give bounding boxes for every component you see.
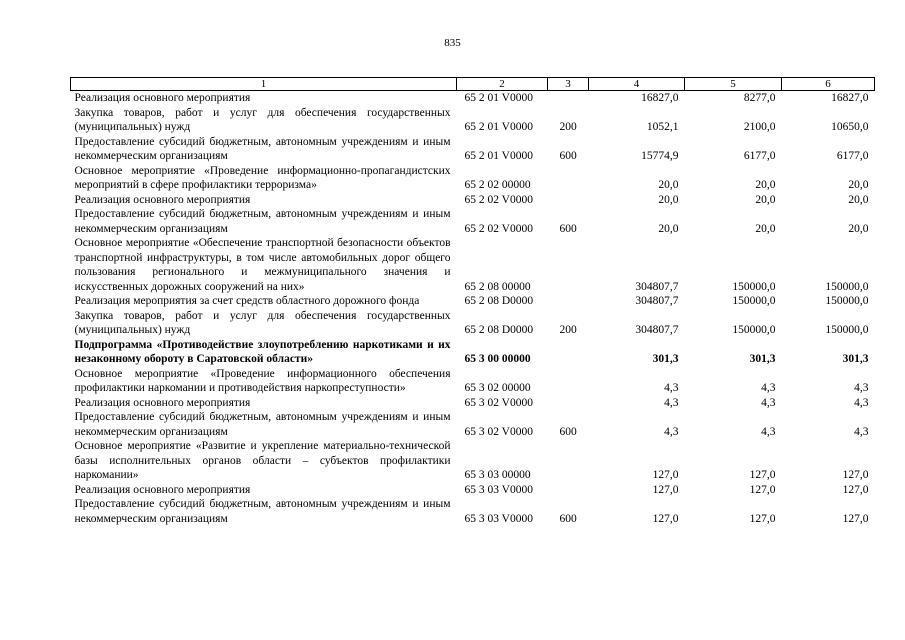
row-value-col5: 8277,0 [743,92,776,104]
row-value-col5: 2100,0 [743,121,776,133]
row-value-col6: 127,0 [842,512,869,525]
row-value-col5: 4,3 [761,382,776,394]
row-expense-type [548,236,589,294]
row-value-col5: 20,0 [755,222,776,235]
row-value-col4: 4,3 [664,425,679,438]
column-number-row [71,78,875,91]
row-value-col6: 20,0 [848,222,869,235]
row-value-col4: 20,0 [658,193,679,206]
row-name: Предоставление субсидий бюджетным, автономным учреждениям и иным некоммерческим организациям [74,411,451,438]
row-value-col4: 20,0 [658,222,679,235]
row-value-col5: 150000,0 [732,295,776,307]
row-code: 65 2 02 00000 [464,179,531,191]
row-value-col4: 20,0 [658,179,679,191]
row-code: 65 2 02 V0000 [464,193,533,206]
row-value-col5: 20,0 [755,193,776,206]
row-expense-type [548,91,589,106]
row-expense-type: 200 [559,324,577,336]
row-code: 65 3 00 00000 [464,353,531,365]
row-name: Предоставление субсидий бюджетным, автономным учреждениям и иным некоммерческим организациям [74,135,451,162]
row-value-col5: 301,3 [749,353,776,365]
table-row [71,193,875,208]
column-header-5: 5 [685,78,782,91]
row-value-col4: 16827,0 [641,92,679,104]
row-value-col6: 301,3 [842,353,869,365]
row-expense-type [548,483,589,498]
table-row [71,164,875,193]
table-row [71,236,875,294]
table-row [71,497,875,526]
row-expense-type [548,338,589,367]
column-header-4: 4 [589,78,685,91]
row-name: Подпрограмма «Противодействие злоупотреблению наркотиками и их незаконному обороту в Саратовской области» [74,338,451,365]
row-expense-type: 600 [559,222,577,235]
row-value-col4: 15774,9 [641,150,679,162]
table-row [71,294,875,309]
row-value-col4: 304807,7 [635,295,679,307]
row-name: Предоставление субсидий бюджетным, автономным учреждениям и иным некоммерческим организациям [74,208,451,235]
row-value-col5: 127,0 [749,469,776,481]
row-value-col4: 127,0 [652,483,679,496]
row-value-col6: 4,3 [854,382,869,394]
row-value-col6: 20,0 [848,179,869,191]
row-code: 65 2 08 D0000 [464,324,534,336]
row-expense-type: 600 [559,512,577,525]
row-name: Закупка товаров, работ и услуг для обеспечения государственных (муниципальных) нужд [74,309,451,336]
budget-table [70,77,875,526]
row-name: Реализация мероприятия за счет средств областного дорожного фонда [74,295,420,307]
row-code: 65 3 03 00000 [464,469,531,481]
row-code: 65 2 01 V0000 [464,92,533,104]
row-name: Основное мероприятие «Проведение информационного обеспечения профилактики наркомании и противодействия наркопреступности» [74,367,451,394]
row-code: 65 2 08 D0000 [464,295,534,307]
table-row [71,396,875,411]
row-value-col6: 10650,0 [831,121,869,133]
table-row [71,309,875,338]
row-value-col6: 150000,0 [825,295,869,307]
row-value-col4: 4,3 [664,382,679,394]
row-code: 65 3 02 V0000 [464,425,533,438]
row-code: 65 2 01 V0000 [464,150,533,162]
row-code: 65 2 02 V0000 [464,222,533,235]
row-code: 65 3 02 00000 [464,382,531,394]
row-name: Реализация основного мероприятия [74,193,251,206]
table-row [71,338,875,367]
column-header-6: 6 [782,78,875,91]
row-expense-type [548,294,589,309]
row-value-col6: 150000,0 [825,324,869,336]
row-name: Закупка товаров, работ и услуг для обеспечения государственных (муниципальных) нужд [74,106,451,133]
row-code: 65 2 08 00000 [464,280,531,293]
table-row [71,106,875,135]
row-expense-type: 600 [559,425,577,438]
column-header-3: 3 [548,78,589,91]
row-expense-type [548,396,589,411]
row-name: Основное мероприятие «Обеспечение транспортной безопасности объектов транспортной инфраструктуры, в том числе автомобильных дорог общего пользования регионального и межмуниципального значения и искусственных дорожных сооружений на них» [74,237,451,293]
table-row [71,135,875,164]
row-expense-type [548,193,589,208]
row-value-col4: 304807,7 [635,280,679,293]
row-name: Реализация основного мероприятия [74,483,251,496]
table-row [71,439,875,483]
row-name: Основное мероприятие «Проведение информационно-пропагандистских мероприятий в сфере профилактики терроризма» [74,164,451,191]
row-code: 65 3 03 V0000 [464,512,533,525]
table-row [71,367,875,396]
table-row [71,91,875,106]
row-expense-type: 200 [559,121,577,133]
row-expense-type [548,439,589,483]
column-header-1: 1 [71,78,457,91]
row-name: Основное мероприятие «Развитие и укрепление материально-технической базы исполнительных органов области – субъектов профилактики наркомании» [74,440,451,481]
table-row [71,410,875,439]
row-value-col5: 127,0 [749,483,776,496]
table-body [71,91,875,527]
row-code: 65 3 03 V0000 [464,483,533,496]
table-row [71,207,875,236]
row-code: 65 3 02 V0000 [464,396,533,409]
row-name: Предоставление субсидий бюджетным, автономным учреждениям и иным некоммерческим организациям [74,498,451,525]
row-value-col5: 150000,0 [732,324,776,336]
row-value-col5: 20,0 [755,179,776,191]
row-value-col6: 4,3 [854,396,869,409]
row-value-col4: 127,0 [652,512,679,525]
row-value-col6: 127,0 [842,469,869,481]
row-value-col5: 6177,0 [743,150,776,162]
row-value-col6: 6177,0 [836,150,869,162]
row-value-col5: 127,0 [749,512,776,525]
column-header-2: 2 [457,78,548,91]
table-row [71,483,875,498]
row-value-col6: 127,0 [842,483,869,496]
row-value-col4: 304807,7 [635,324,679,336]
row-expense-type: 600 [559,150,577,162]
row-value-col6: 20,0 [848,193,869,206]
row-value-col5: 4,3 [761,425,776,438]
row-code: 65 2 01 V0000 [464,121,533,133]
row-value-col6: 4,3 [854,425,869,438]
row-value-col4: 1052,1 [646,121,679,133]
row-expense-type [548,367,589,396]
row-expense-type [548,164,589,193]
page-number: 835 [444,37,461,49]
row-value-col4: 301,3 [652,353,679,365]
row-value-col5: 150000,0 [732,280,776,293]
row-value-col6: 16827,0 [831,92,869,104]
row-value-col4: 127,0 [652,469,679,481]
row-value-col4: 4,3 [664,396,679,409]
row-value-col6: 150000,0 [825,280,869,293]
row-name: Реализация основного мероприятия [74,92,251,104]
row-name: Реализация основного мероприятия [74,396,251,409]
row-value-col5: 4,3 [761,396,776,409]
